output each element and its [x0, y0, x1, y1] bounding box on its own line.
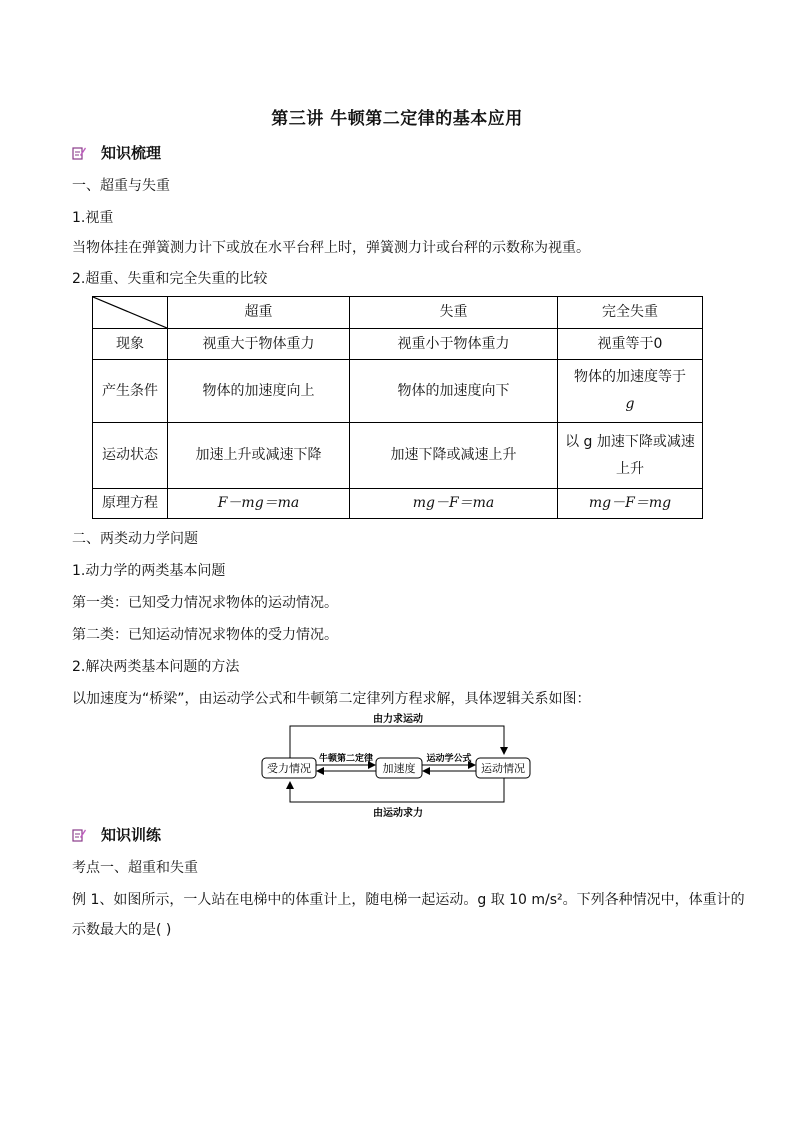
table-cell-line: 上升	[616, 460, 644, 477]
row-label: 原理方程	[93, 489, 168, 519]
formula-cell: F－mg＝ma	[168, 489, 350, 519]
table-cell: 视重大于物体重力	[168, 329, 350, 360]
part2-item2-title: 2.解决两类基本问题的方法	[72, 659, 240, 675]
type2-text: 第二类：已知运动情况求物体的受力情况。	[72, 627, 338, 643]
table-header: 失重	[350, 297, 558, 329]
table-header-row	[93, 297, 703, 329]
item1-title: 1.视重	[72, 210, 114, 226]
edit-note-icon	[72, 146, 86, 160]
row-label: 产生条件	[93, 360, 168, 423]
example1-line2: 示数最大的是( )	[72, 922, 172, 938]
formula-cell: mg－F＝mg	[558, 489, 703, 519]
table-cell	[558, 423, 703, 489]
table-row	[93, 329, 703, 360]
logic-flow-diagram	[258, 712, 538, 822]
comparison-table	[92, 296, 703, 519]
method-text: 以加速度为“桥梁”，由运动学公式和牛顿第二定律列方程求解，具体逻辑关系如图：	[72, 691, 591, 707]
section-heading-training: 知识训练	[101, 826, 162, 844]
table-row	[93, 360, 703, 423]
box-force-label: 受力情况	[267, 762, 311, 775]
formula-cell: mg－F＝ma	[350, 489, 558, 519]
box-motion-label: 运动情况	[481, 762, 525, 775]
part1-title: 一、超重与失重	[72, 178, 170, 194]
box-acceleration-label: 加速度	[382, 762, 416, 775]
type1-text: 第一类：已知受力情况求物体的运动情况。	[72, 595, 338, 611]
table-header: 完全失重	[558, 297, 703, 329]
diagonal-line	[93, 297, 167, 328]
part2-title: 二、两类动力学问题	[72, 531, 198, 547]
table-cell: 加速上升或减速下降	[168, 423, 350, 489]
table-cell-line: 以 g 加速下降或减速	[565, 433, 695, 450]
top-loop-label: 由力求运动	[373, 714, 423, 725]
arrow-left-label: 牛顿第二定律	[318, 754, 374, 764]
page-title: 第三讲 牛顿第二定律的基本应用	[271, 109, 523, 129]
table-corner-cell	[93, 297, 168, 329]
section-heading-knowledge: 知识梳理	[101, 144, 162, 162]
table-cell: 物体的加速度向上	[168, 360, 350, 423]
item1-text: 当物体挂在弹簧测力计下或放在水平台秤上时，弹簧测力计或台秤的示数称为视重。	[72, 240, 590, 256]
table-cell: 加速下降或减速上升	[350, 423, 558, 489]
table-cell-line: g	[625, 396, 635, 412]
table-cell	[558, 360, 703, 423]
table-row	[93, 489, 703, 519]
table-cell: 视重等于0	[558, 329, 703, 360]
table-cell: 视重小于物体重力	[350, 329, 558, 360]
row-label: 现象	[93, 329, 168, 360]
point1-title: 考点一、超重和失重	[72, 860, 198, 876]
bottom-loop-label: 由运动求力	[373, 808, 423, 819]
row-label: 运动状态	[93, 423, 168, 489]
edit-note-icon	[72, 828, 86, 842]
arrow-bottom-loop	[290, 778, 504, 802]
example1-line1: 例 1、如图所示，一人站在电梯中的体重计上，随电梯一起运动。g 取 10 m/s²。下列各种情况中，体重计的	[72, 892, 745, 908]
part2-item1-title: 1.动力学的两类基本问题	[72, 563, 226, 579]
item2-title: 2.超重、失重和完全失重的比较	[72, 271, 268, 287]
table-header: 超重	[168, 297, 350, 329]
table-cell-line: 物体的加速度等于	[574, 369, 686, 385]
table-row	[93, 423, 703, 489]
arrow-right-label: 运动学公式	[426, 754, 472, 764]
table-cell: 物体的加速度向下	[350, 360, 558, 423]
